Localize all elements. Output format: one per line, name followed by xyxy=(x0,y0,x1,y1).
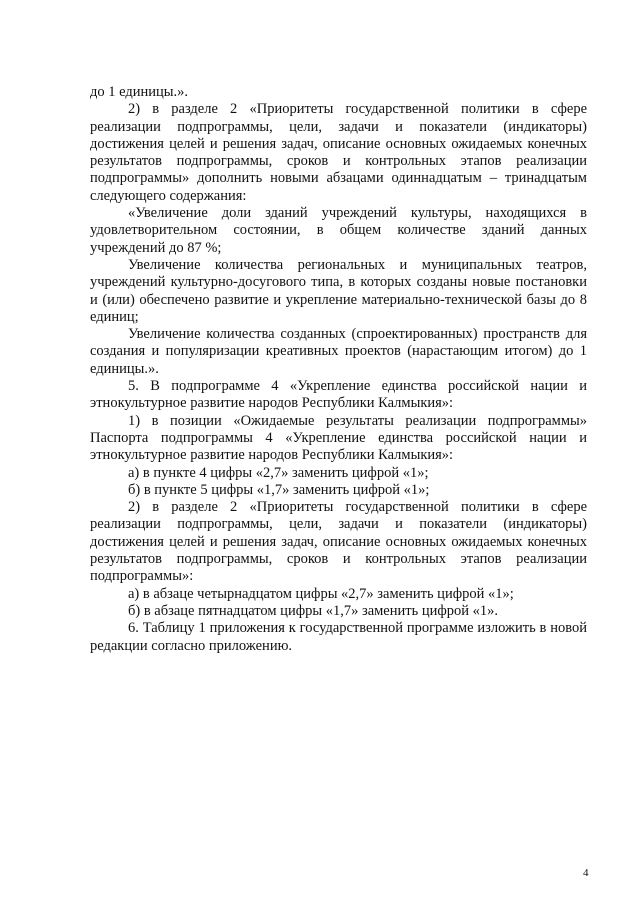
paragraph: Увеличение количества региональных и муниципальных театров, учреждений культурно-досугового типа, в которых созданы новые постановки и (или) обеспечено развитие и укрепление материально-технической базы до 8 единиц; xyxy=(90,256,587,325)
paragraph: «Увеличение доли зданий учреждений культуры, находящихся в удовлетворительном состоянии, в общем количестве зданий данных учреждений до 87 %; xyxy=(90,205,587,256)
paragraph: 1) в позиции «Ожидаемые результаты реализации подпрограммы» Паспорта подпрограммы 4 «Укрепление единства российской нации и этнокультурное развитие народов Республики Калмыкия»: xyxy=(90,412,587,464)
paragraph: 2) в разделе 2 «Приоритеты государственной политики в сфере реализации подпрограммы, цели, задачи и показатели (индикаторы) достижения целей и решения задач, описание основных ожидаемых конечных результатов подпрограммы, сроков и контрольных этапов реализации подпрограммы»: xyxy=(90,499,587,585)
paragraph: б) в абзаце пятнадцатом цифры «1,7» заменить цифрой «1». xyxy=(128,602,499,619)
paragraph: 6. Таблицу 1 приложения к государственной программе изложить в новой редакции согласно приложению. xyxy=(90,620,587,654)
document-body xyxy=(90,84,587,655)
paragraph: а) в пункте 4 цифры «2,7» заменить цифрой «1»; xyxy=(128,464,429,481)
paragraph: Увеличение количества созданных (спроектированных) пространств для создания и популяризации креативных проектов (нарастающим итогом) до 1 единицы.». xyxy=(90,326,587,377)
paragraph: б) в пункте 5 цифры «1,7» заменить цифрой «1»; xyxy=(128,481,430,498)
paragraph: до 1 единицы.». xyxy=(90,84,189,100)
paragraph: 5. В подпрограмме 4 «Укрепление единства российской нации и этнокультурное развитие народов Республики Калмыкия»: xyxy=(90,378,587,412)
page-number: 4 xyxy=(583,867,589,879)
paragraph: 2) в разделе 2 «Приоритеты государственной политики в сфере реализации подпрограммы, цели, задачи и показатели (индикаторы) достижения целей и решения задач, описание основных ожидаемых конечных результатов подпрограммы, сроков и контрольных этапов реализации подпрограммы» дополнить новыми абзацами одиннадцатым – тринадцатым следующего содержания: xyxy=(90,101,587,204)
paragraph: а) в абзаце четырнадцатом цифры «2,7» заменить цифрой «1»; xyxy=(128,585,514,602)
